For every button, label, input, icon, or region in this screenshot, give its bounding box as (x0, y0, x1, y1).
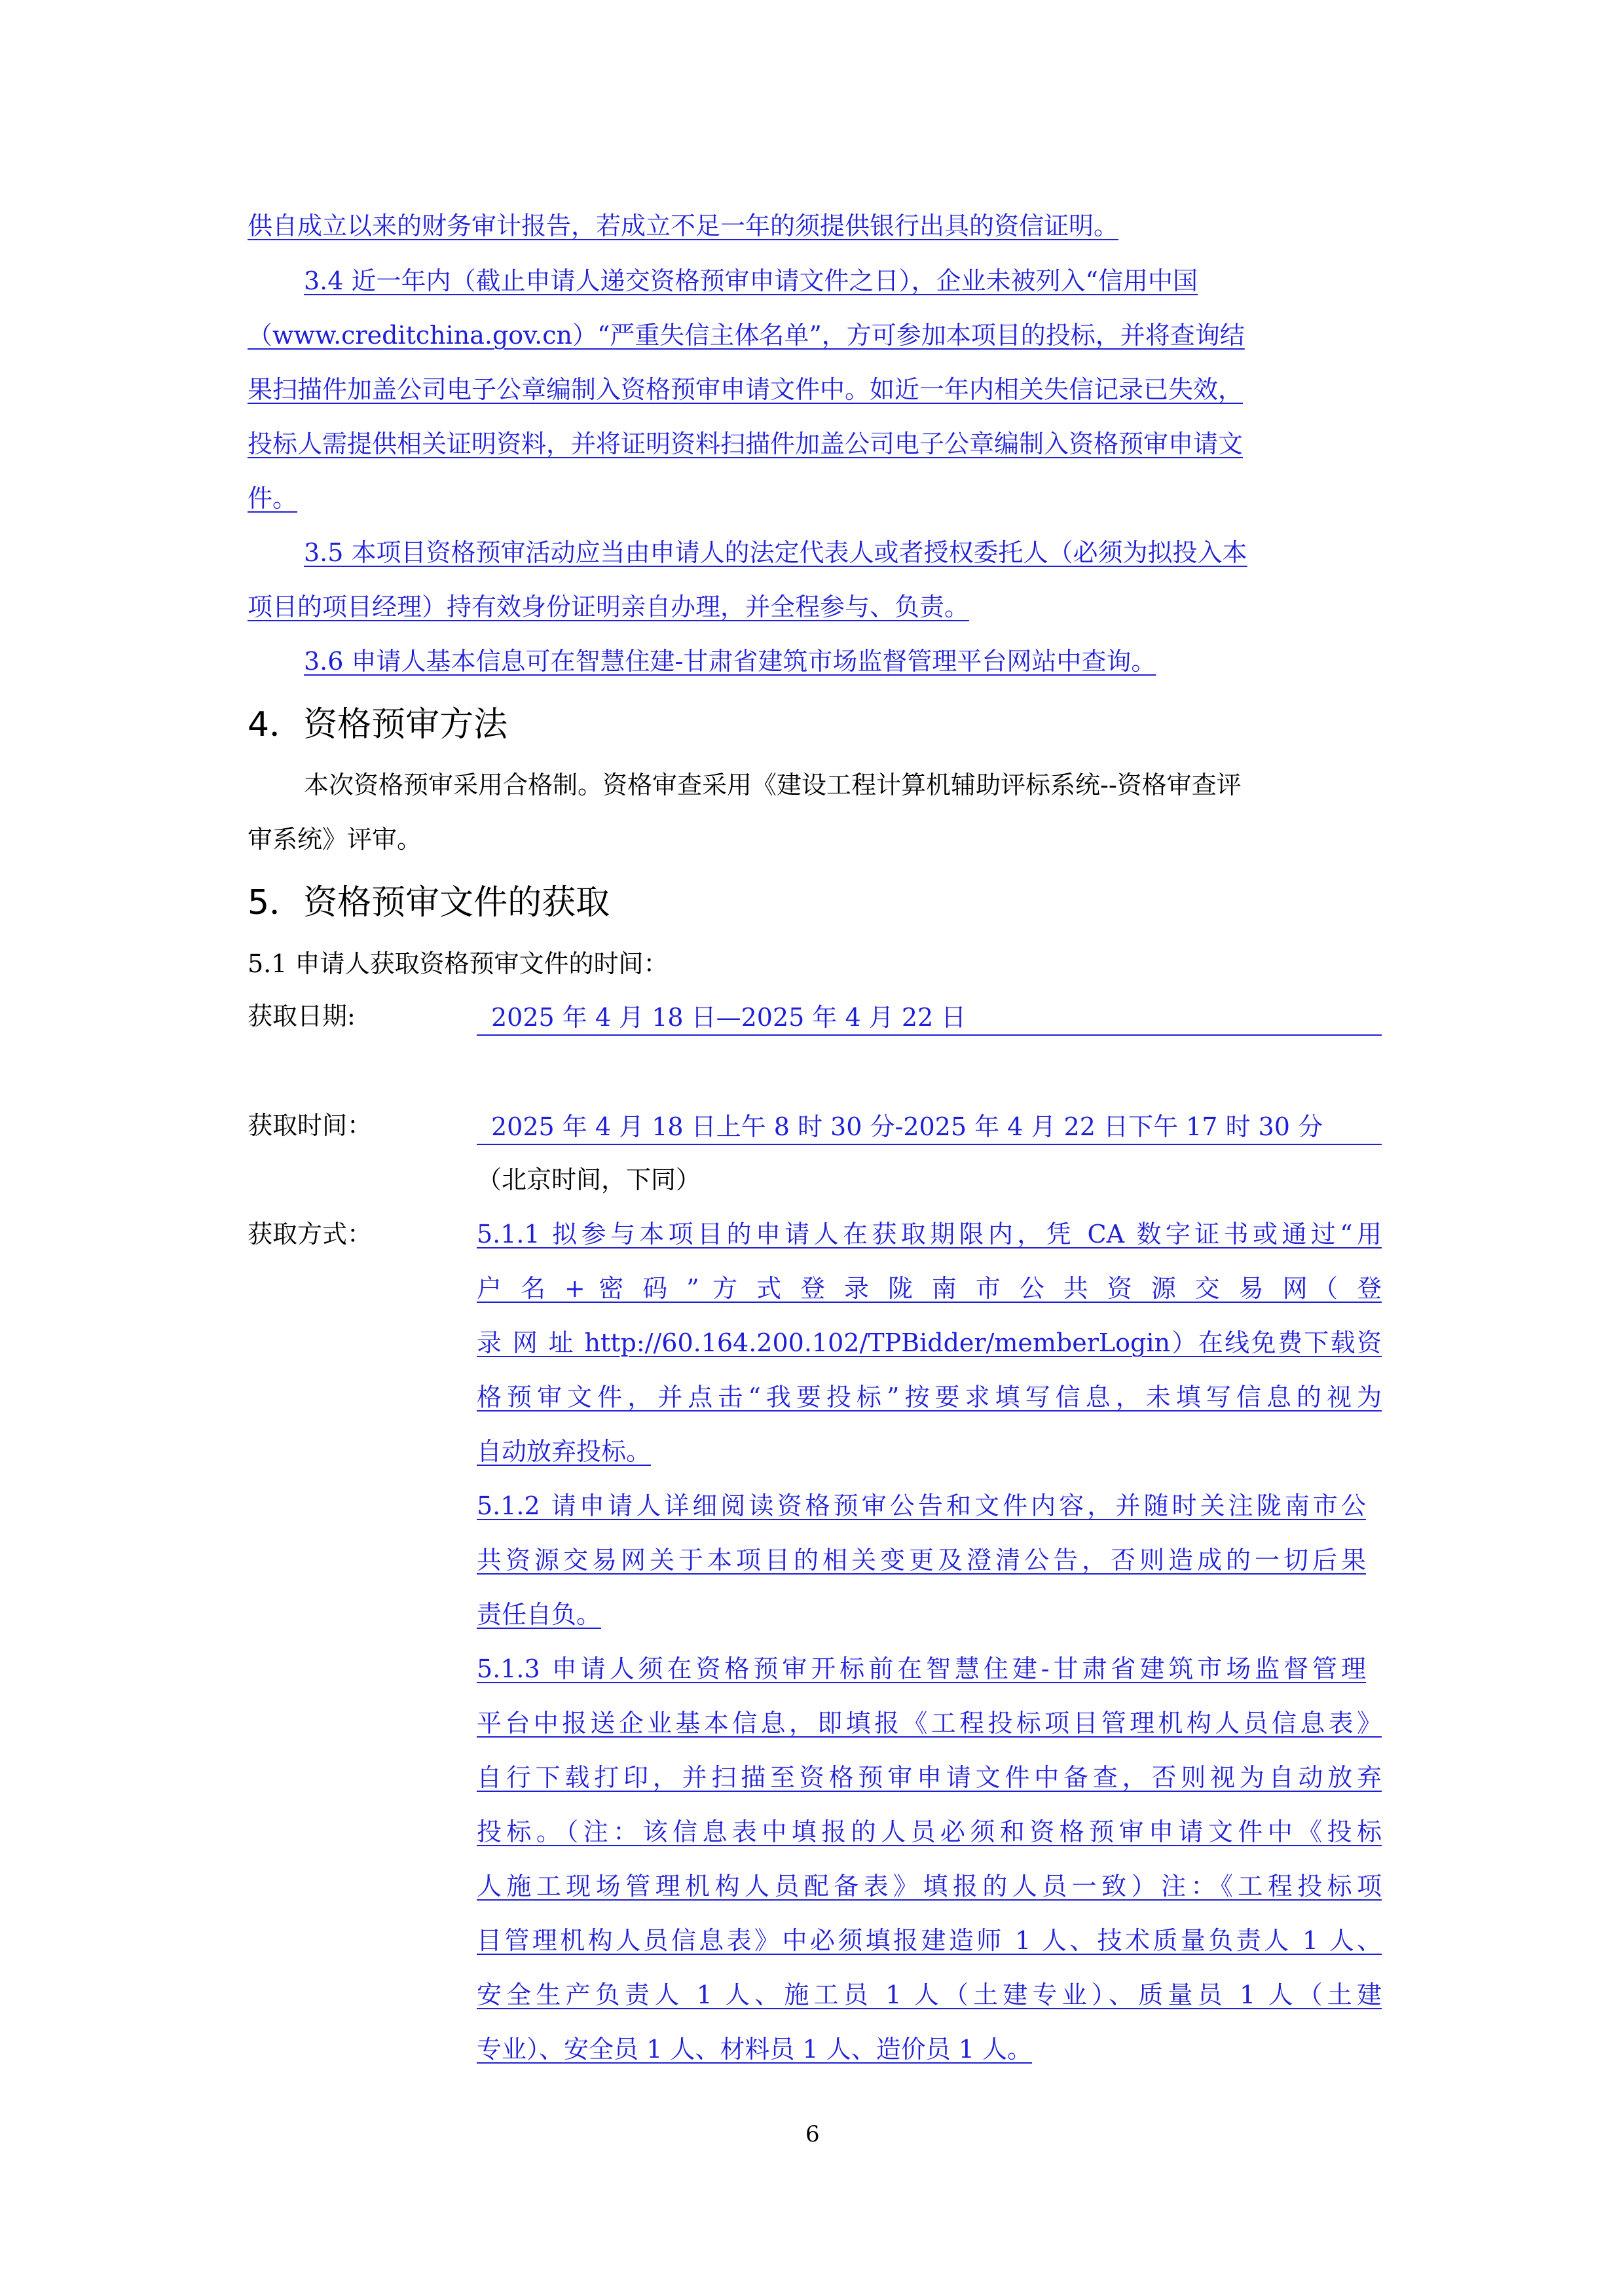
acquire-time-value: 2025 年 4 月 18 日上午 8 时 30 分-2025 年 4 月 22 日下午 17 时 30 分 (491, 1112, 1323, 1141)
item-3-6-text[interactable]: 3.6 申请人基本信息可在智慧住建-甘肃省建筑市场监督管理平台网站中查询。 (304, 647, 1156, 676)
item-3-5-line-1[interactable]: 3.5 本项目资格预审活动应当由申请人的法定代表人或者授权委托人（必须为拟投入本 (304, 538, 1247, 567)
page-number: 6 (805, 2121, 820, 2147)
acquire-time-note: （北京时间，下同） (477, 1165, 701, 1194)
method-5-1-3-line-1[interactable]: 5.1.3 申请人须在资格预审开标前在智慧住建-甘肃省建筑市场监督管理 (477, 1654, 1366, 1683)
section3-tail-text[interactable]: 供自成立以来的财务审计报告，若成立不足一年的须提供银行出具的资信证明。 (248, 211, 1119, 240)
item-3-4-line-3[interactable]: 果扫描件加盖公司电子公章编制入资格预审申请文件中。如近一年内相关失信记录已失效， (248, 375, 1244, 404)
subsection-5-1-title: 5.1 申请人获取资格预审文件的时间： (248, 949, 669, 978)
method-5-1-3-line-5[interactable]: 人施工现场管理机构人员配备表》填报的人员一致）注：《工程投标项 (477, 1872, 1382, 1901)
acquire-date-field (477, 1002, 1382, 1036)
section-4-body-line-2: 审系统》评审。 (248, 825, 422, 854)
method-5-1-1-line-5[interactable]: 自动放弃投标。 (477, 1437, 652, 1466)
method-5-1-1-line-4[interactable]: 格预审文件，并点击“我要投标”按要求填写信息，未填写信息的视为 (477, 1383, 1382, 1412)
method-5-1-3-line-8[interactable]: 专业）、安全员 1 人、材料员 1 人、造价员 1 人。 (477, 2035, 1033, 2064)
item-3-5-line-2[interactable]: 项目的项目经理）持有效身份证明亲自办理，并全程参与、负责。 (248, 592, 970, 621)
method-5-1-2-line-1[interactable]: 5.1.2 请申请人详细阅读资格预审公告和文件内容，并随时关注陇南市公 (477, 1491, 1366, 1520)
method-5-1-3-line-7[interactable]: 安全生产负责人 1 人、施工员 1 人（土建专业）、质量员 1 人（土建 (477, 1980, 1382, 2009)
method-5-1-1-line-1[interactable]: 5.1.1 拟参与本项目的申请人在获取期限内，凭 CA 数字证书或通过“用 (477, 1220, 1382, 1248)
item-3-4-line-4[interactable]: 投标人需提供相关证明资料，并将证明资料扫描件加盖公司电子公章编制入资格预审申请文 (248, 429, 1244, 458)
method-5-1-2-line-3[interactable]: 责任自负。 (477, 1600, 602, 1629)
method-5-1-1-line-3[interactable]: 录 网 址 http://60.164.200.102/TPBidder/memberLogin）在线免费下载资 (477, 1328, 1382, 1357)
acquire-time-field (477, 1111, 1382, 1145)
method-5-1-2-line-2[interactable]: 共资源交易网关于本项目的相关变更及澄清公告，否则造成的一切后果 (477, 1546, 1366, 1575)
item-3-4-line-1[interactable]: 3.4 近一年内（截止申请人递交资格预审申请文件之日），企业未被列入“信用中国 (304, 266, 1198, 295)
acquire-date-value: 2025 年 4 月 18 日—2025 年 4 月 22 日 (491, 1003, 967, 1032)
method-5-1-3-line-2[interactable]: 平台中报送企业基本信息，即填报《工程投标项目管理机构人员信息表》 (477, 1709, 1382, 1738)
method-5-1-1-line-2[interactable]: 户 名 + 密 码 ” 方 式 登 录 陇 南 市 公 共 资 源 交 易 网（ 登 (477, 1274, 1382, 1303)
method-5-1-3-line-3[interactable]: 自行下载打印，并扫描至资格预审申请文件中备查，否则视为自动放弃 (477, 1763, 1382, 1792)
section-4-body-line-1: 本次资格预审采用合格制。资格审查采用《建设工程计算机辅助评标系统--资格审查评 (304, 771, 1242, 799)
item-3-4-line-2[interactable]: （www.creditchina.gov.cn）“严重失信主体名单”，方可参加本项目的投标，并将查询结 (248, 321, 1245, 350)
acquire-time-label: 获取时间： (248, 1111, 373, 1140)
method-5-1-3-line-4[interactable]: 投标。（注：该信息表中填报的人员必须和资格预审申请文件中《投标 (477, 1817, 1382, 1846)
item-3-4-line-5[interactable]: 件。 (248, 484, 298, 513)
acquire-date-label: 获取日期: (248, 1002, 356, 1030)
section-5-heading: 5．资格预审文件的获取 (248, 883, 610, 922)
section-4-heading: 4．资格预审方法 (248, 705, 508, 744)
acquire-method-label: 获取方式： (248, 1220, 373, 1248)
method-5-1-3-line-6[interactable]: 目管理机构人员信息表》中必须填报建造师 1 人、技术质量负责人 1 人、 (477, 1926, 1382, 1955)
